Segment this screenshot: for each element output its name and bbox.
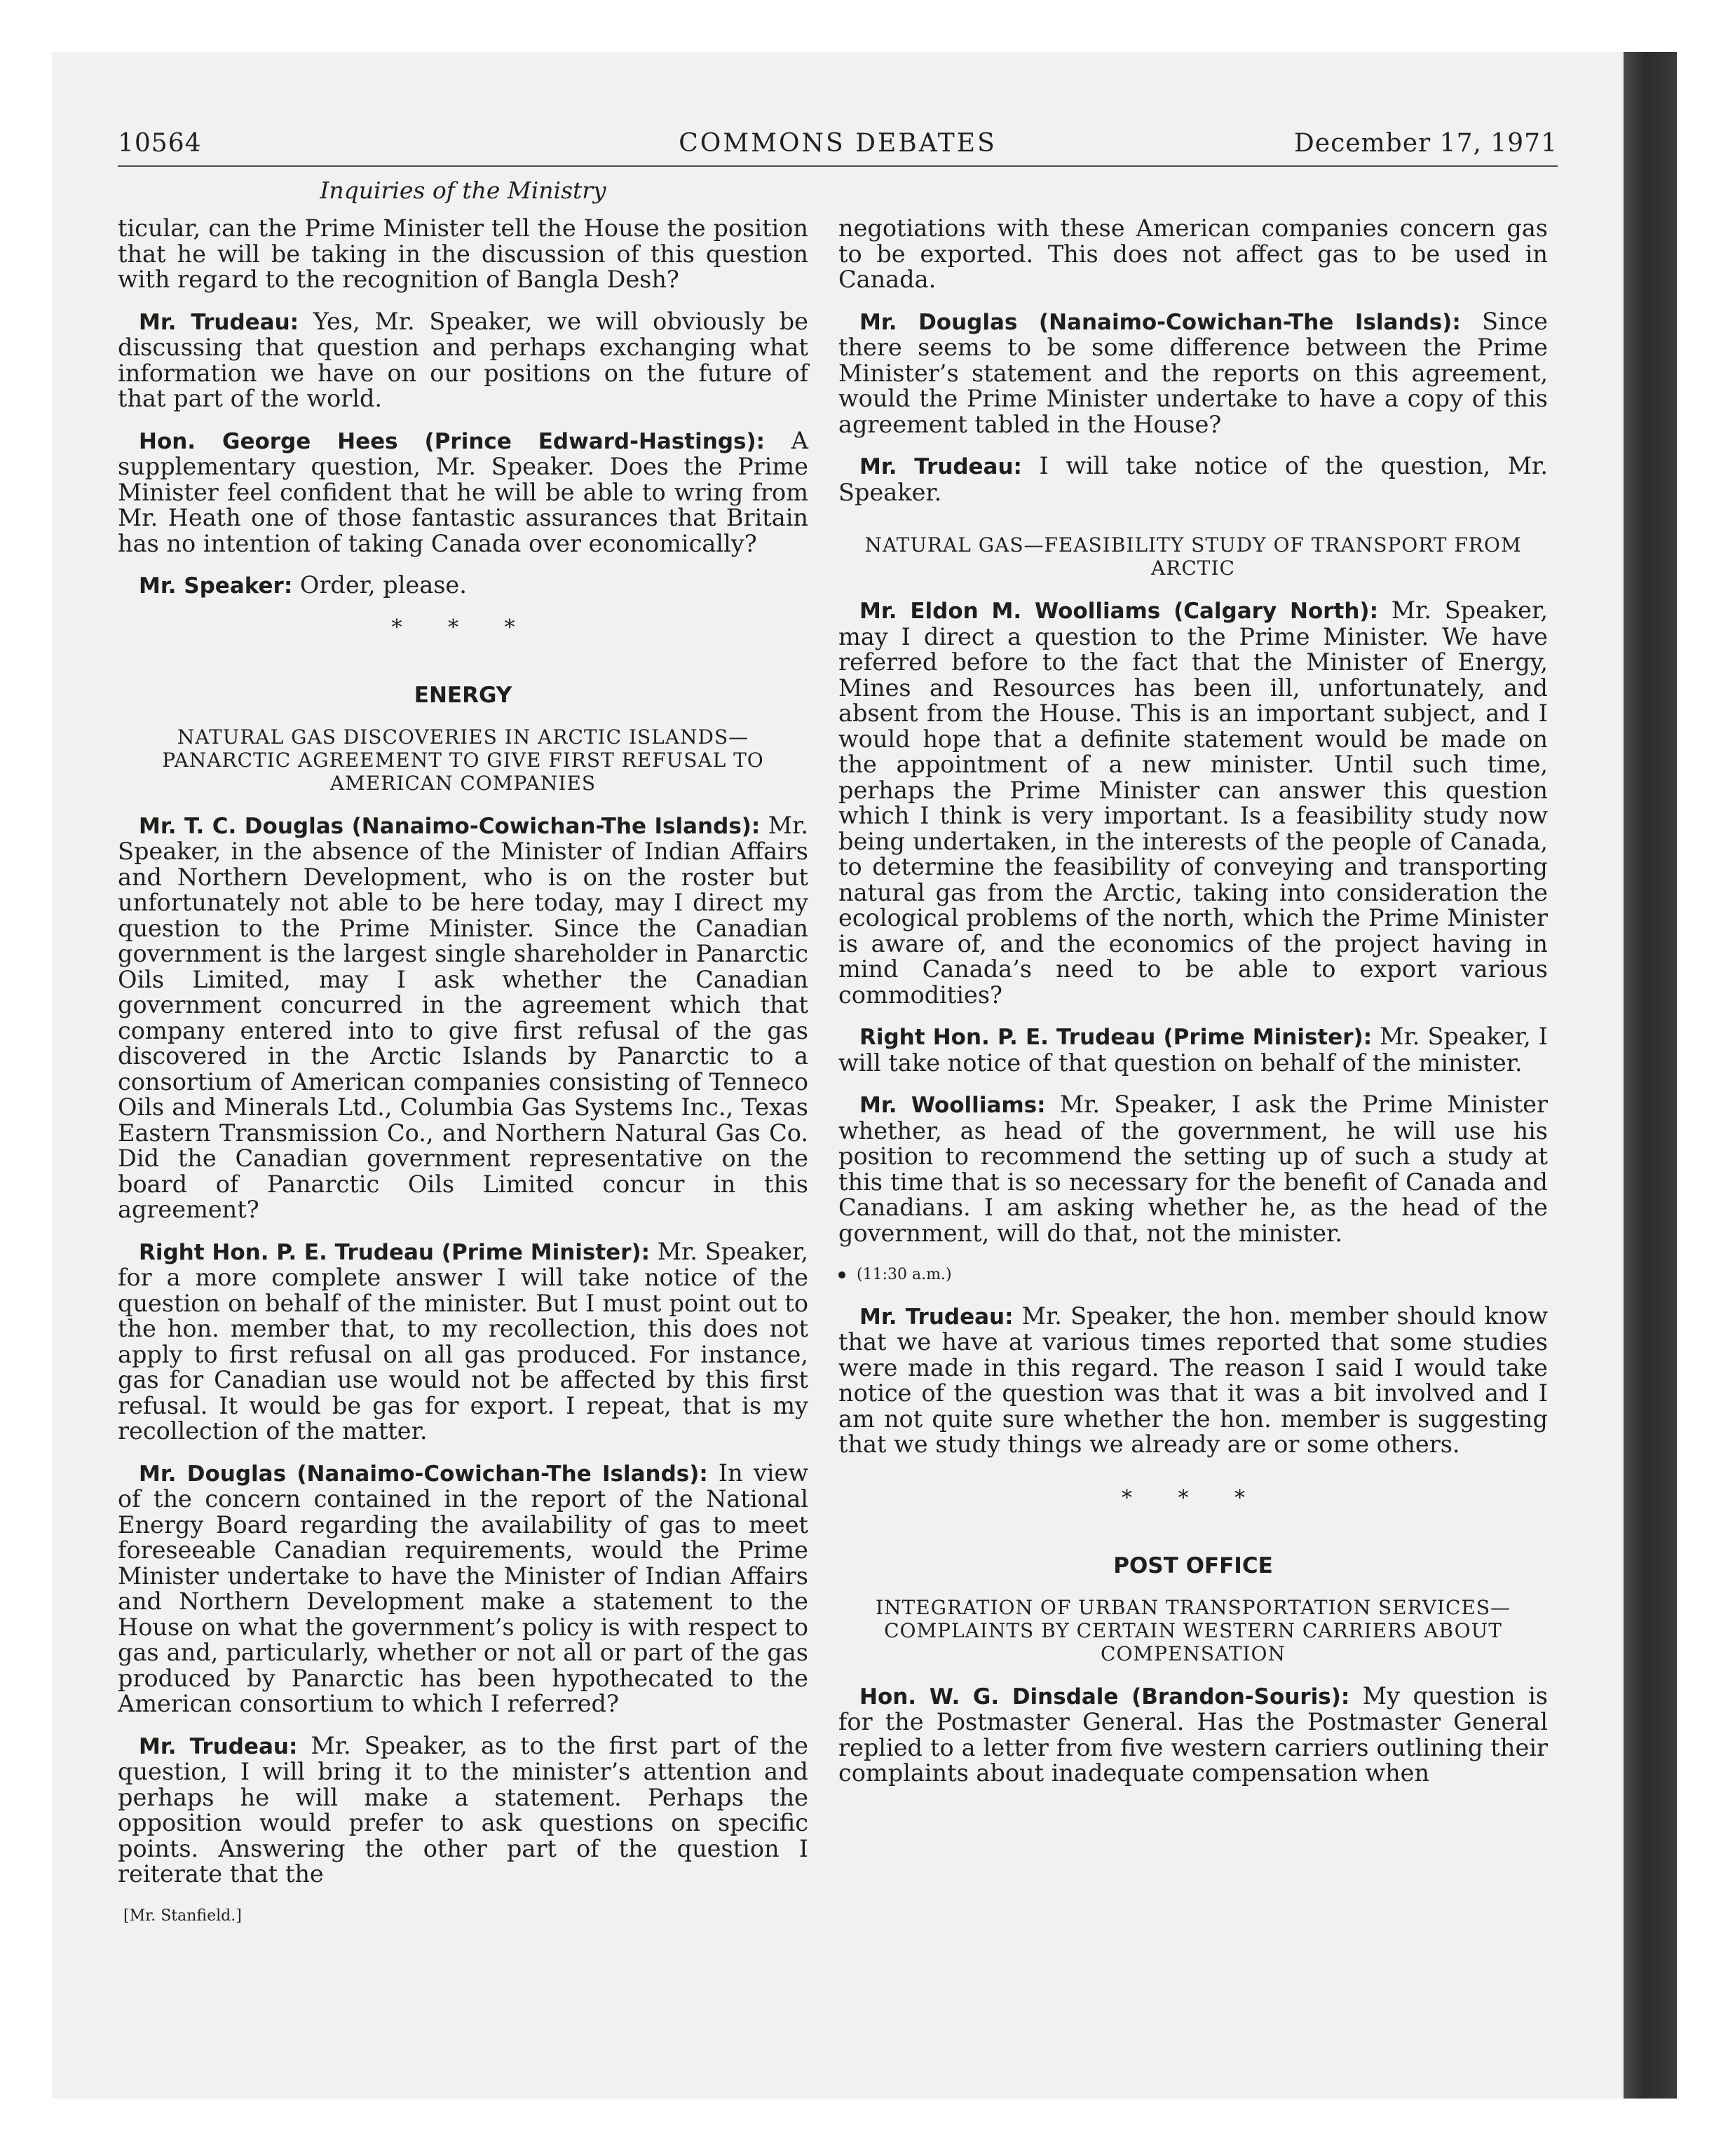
speaker-name: Mr. Trudeau: xyxy=(139,309,299,335)
speaker-name: Mr. Woolliams: xyxy=(859,1093,1046,1118)
section-divider: * * * xyxy=(1121,1485,1265,1510)
paragraph-text: Mr. Speaker, for a more complete answer I will take notice of the question on behalf of the minister. But I must point out to the hon. member that, to my recollection, this does not apply to first refusal on all gas produced. For instance, gas for Canadian use would not be affected by this first refusal. It would be gas for export. I repeat, that is my recollection of the matter. xyxy=(118,1237,808,1445)
speaker-name: Right Hon. P. E. Trudeau (Prime Minister): xyxy=(139,1239,651,1265)
paragraph xyxy=(118,428,808,557)
paragraph xyxy=(838,1304,1548,1458)
paragraph xyxy=(118,573,808,599)
paragraph-text: Mr. Speaker, as to the first part of the question, I will bring it to the minister’s attention and perhaps he will make a statement. Perhaps the opposition would prefer to ask questions on specific points. Answering the other part of the question I reiterate that the xyxy=(118,1731,808,1888)
speaker-name: Mr. Trudeau: xyxy=(859,454,1022,479)
speaker-name: Mr. Trudeau: xyxy=(139,1733,298,1759)
paragraph-text: Yes, Mr. Speaker, we will obviously be discussing that question and perhaps exchanging what information we have on our positions on the future of that part of the world. xyxy=(118,307,808,412)
paragraph xyxy=(838,1024,1548,1076)
section-heading: ENERGY xyxy=(414,683,512,708)
topic-subheading: NATURAL GAS—FEASIBILITY STUDY OF TRANSPORT FROM ARCTIC xyxy=(864,533,1522,580)
paragraph xyxy=(838,309,1548,438)
timestamp-marker xyxy=(838,1262,1548,1288)
paragraph-text: Mr. Speaker, I will take notice of that question on behalf of the minister. xyxy=(838,1023,1548,1077)
left-column xyxy=(118,216,808,1929)
paragraph-text: In view of the concern contained in the report of the National Energy Board regarding the availability of gas to meet foreseeable Canadian requirements, would the Prime Minister undertake to have the Minister of Indian Affairs and Northern Development make a statement to the House on what the government’s policy is with respect to gas and, particularly, whether or not all or part of the gas produced by Panarctic has been hypothecated to the American consortium to which I referred? xyxy=(118,1459,808,1717)
bullet-icon xyxy=(838,1271,845,1278)
section-divider: * * * xyxy=(391,615,535,640)
paragraph-text: Order, please. xyxy=(292,571,467,599)
paragraph-text: A supplementary question, Mr. Speaker. Does the Prime Minister feel confident that he will be able to wring from Mr. Heath one of those fantastic assurances that Britain has no intention of taking Canada over economically? xyxy=(118,426,808,557)
page-header xyxy=(118,129,1558,167)
speaker-name: Mr. Douglas (Nanaimo-Cowichan-The Islands): xyxy=(859,309,1461,335)
publication-date: December 17, 1971 xyxy=(1293,129,1558,158)
paragraph-text: Mr. Speaker, I ask the Prime Minister whether, as head of the government, he will use his position to recommend the setting up of such a study at this time that is so necessary for the benefit of Canada and Canadians. I am asking whether he, as the head of the government, will do that, not the minister. xyxy=(838,1091,1548,1247)
speaker-name: Mr. Trudeau: xyxy=(859,1304,1014,1330)
right-column xyxy=(838,216,1548,1803)
paragraph xyxy=(118,813,808,1223)
paragraph xyxy=(838,216,1548,293)
paragraph-text: Since there seems to be some difference between the Prime Minister’s statement and the reports on this agreement, would the Prime Minister undertake to have a copy of this agreement tabled in the House? xyxy=(838,307,1548,438)
speaker-name: Mr. Douglas (Nanaimo-Cowichan-The Islands): xyxy=(139,1461,708,1487)
speaker-name: Mr. T. C. Douglas (Nanaimo-Cowichan-The Islands): xyxy=(139,813,761,839)
timestamp-text: (11:30 a.m.) xyxy=(857,1266,952,1283)
paragraph-text: Mr. Speaker, may I direct a question to the Prime Minister. We have referred before to the fact that the Minister of Energy, Mines and Resources has been ill, unfortunately, and absent from the House. This is an important subject, and I would hope that a definite statement would be made on the appointment of a new minister. Until such time, perhaps the Prime Minister can answer this question which I think is very important. Is a feasibility study now being undertaken, in the interests of the people of Canada, to determine the feasibility of conveying and transporting natural gas from the Arctic, taking into consideration the ecological problems of the north, which the Prime Minister is aware of, and the economics of the project having in mind Canada’s need to be able to export various commodities? xyxy=(838,596,1548,1009)
paragraph xyxy=(118,309,808,412)
speaker-name: Right Hon. P. E. Trudeau (Prime Minister): xyxy=(859,1025,1373,1050)
paragraph-text: Mr. Speaker, the hon. member should know that we have at various times reported that some studies were made in this regard. The reason I said I would take notice of the question was that it was a bit involved and I am not quite sure whether the hon. member is suggesting that we study things we already are or some others. xyxy=(838,1302,1549,1458)
page-footer-note: [Mr. Stanfield.] xyxy=(123,1906,242,1925)
paragraph-text: My question is for the Postmaster General. Has the Postmaster General replied to a letter from five western carriers outlining their complaints about inadequate compensation when xyxy=(838,1681,1548,1787)
paragraph xyxy=(838,1092,1548,1246)
paragraph xyxy=(838,453,1548,505)
paragraph-text: ticular, can the Prime Minister tell the House the position that he will be taking in the discussion of this question with regard to the recognition of Bangla Desh? xyxy=(118,214,808,293)
paragraph-text: negotiations with these American companies concern gas to be exported. This does not affect gas to be used in Canada. xyxy=(838,214,1548,293)
paragraph xyxy=(118,1733,808,1888)
section-running-head: Inquiries of the Ministry xyxy=(320,177,606,204)
publication-title: COMMONS DEBATES xyxy=(679,129,997,158)
paragraph xyxy=(118,216,808,293)
speaker-name: Mr. Speaker: xyxy=(139,573,293,599)
paragraph-text: Mr. Speaker, in the absence of the Minister of Indian Affairs and Northern Development, who is on the roster but unfortunately not able to be here today, may I direct my question to the Prime Minister. Since the Canadian government is the largest single shareholder in Panarctic Oils Limited, may I ask whether the Canadian government concurred in the agreement which that company entered into to give first refusal of the gas discovered in the Arctic Islands by Panarctic to a consortium of American companies consisting of Tenneco Oils and Minerals Ltd., Columbia Gas Systems Inc., Texas Eastern Transmission Co., and Northern Natural Gas Co. Did the Canadian government representative on the board of Panarctic Oils Limited concur in this agreement? xyxy=(118,811,809,1223)
paragraph xyxy=(118,1239,808,1445)
paragraph xyxy=(838,598,1548,1008)
page-number: 10564 xyxy=(118,129,202,158)
scan-edge-shadow xyxy=(1624,52,1677,2099)
paragraph-text: I will take notice of the question, Mr. Speaker. xyxy=(838,452,1548,506)
speaker-name: Hon. W. G. Dinsdale (Brandon-Souris): xyxy=(859,1684,1350,1710)
speaker-name: Mr. Eldon M. Woolliams (Calgary North): xyxy=(859,599,1378,624)
paragraph xyxy=(838,1681,1548,1787)
paragraph xyxy=(118,1461,808,1717)
topic-subheading: INTEGRATION OF URBAN TRANSPORTATION SERVICES— COMPLAINTS BY CERTAIN WESTERN CARRIERS ABOUT COMPENSATION xyxy=(875,1595,1511,1665)
topic-subheading: NATURAL GAS DISCOVERIES IN ARCTIC ISLANDS— PANARCTIC AGREEMENT TO GIVE FIRST REFUSAL TO AMERICAN COMPANIES xyxy=(162,725,764,795)
section-heading: POST OFFICE xyxy=(1113,1553,1273,1578)
speaker-name: Hon. George Hees (Prince Edward-Hastings): xyxy=(139,428,766,454)
